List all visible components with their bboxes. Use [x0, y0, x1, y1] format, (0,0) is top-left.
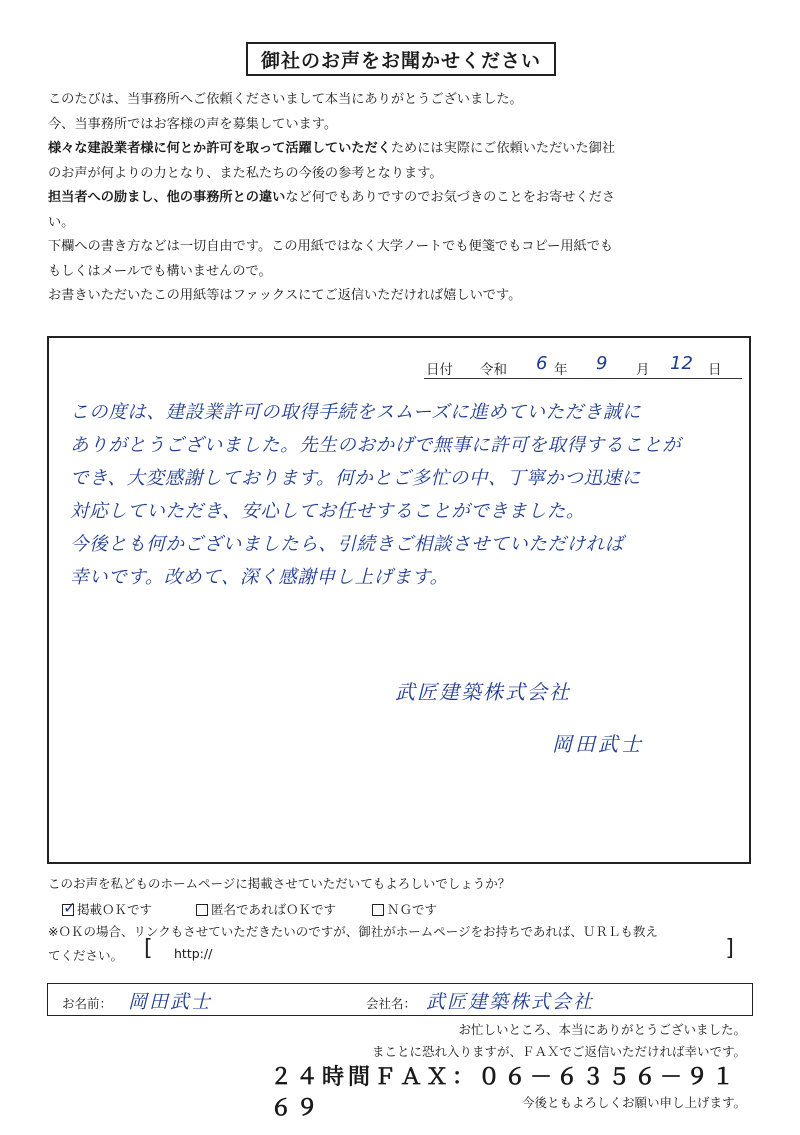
intro-text: [48, 88, 758, 309]
consent-options: [62, 900, 562, 918]
intro-line: お書きいただいたこの用紙等はファックスにてご返信いただければ嬉しいです。: [48, 288, 522, 303]
message-line: 対応していただき、安心してお任せすることができました。: [70, 501, 585, 522]
signature-company: 武匠建築株式会社: [395, 680, 571, 704]
name-label: お名前：: [62, 996, 113, 1011]
intro-text-span: ためには実際にご依頼いただいた御社: [390, 141, 616, 156]
company-label: 会社名：: [366, 996, 417, 1011]
closing-thanks: お忙しいところ、本当にありがとうございました。: [458, 1022, 746, 1037]
date-row: [424, 353, 742, 379]
intro-emphasis: 様々な建設業者様に何とか許可を取って活躍していただく: [48, 141, 391, 156]
handwritten-message: [70, 398, 740, 596]
date-era: 令和: [480, 362, 507, 378]
url-field[interactable]: [144, 938, 734, 966]
intro-line: 今、当事務所ではお客様の声を募集しています。: [48, 116, 338, 132]
url-bracket-right: ]: [725, 936, 734, 961]
intro-line: [48, 137, 758, 162]
date-year-unit: 年: [554, 362, 568, 378]
page-title: 御社のお声をお聞かせください: [246, 42, 556, 76]
date-month-unit: 月: [636, 362, 650, 378]
date-day: 12: [670, 353, 693, 374]
signature-name: 岡田武士: [552, 732, 644, 756]
consent-note: ※ＯＫの場合、リンクもさせていただきたいのですが、御社がホームページをお持ちであれば、ＵＲＬも教え: [48, 924, 658, 939]
message-line: 幸いです。改めて、深く感謝申し上げます。: [70, 567, 449, 588]
intro-line: い。: [48, 214, 75, 230]
intro-line: このたびは、当事務所へご依頼くださいまして本当にありがとうございました。: [48, 92, 523, 107]
check-icon: ✓: [63, 898, 77, 917]
intro-emphasis: 担当者への励まし、他の事務所との違い: [48, 190, 286, 205]
date-month: 9: [596, 353, 608, 374]
consent-anonymous-label: 匿名であればＯＫです: [210, 902, 336, 917]
consent-ng-checkbox[interactable]: [372, 904, 384, 916]
message-line: ありがとうございました。先生のおかげで無事に許可を取得することが: [70, 435, 682, 456]
message-line: 今後とも何かございましたら、引続きご相談させていただければ: [70, 534, 624, 555]
date-year: 6: [536, 353, 548, 374]
date-label: 日付: [426, 362, 453, 378]
consent-ng-label: ＮＧです: [386, 902, 437, 917]
intro-line: 下欄への書き方などは一切自由です。この用紙ではなく大学ノートでも便箋でもコピー用紙でも: [48, 239, 614, 254]
contact-fields: [47, 983, 753, 1016]
intro-line: もしくはメールでも構いませんので。: [48, 263, 272, 279]
url-prefix: http://: [174, 946, 213, 961]
fax-number: ２４時間ＦＡＸ：０６－６３５６－９１６９: [270, 1065, 739, 1121]
consent-ok-label: 掲載ＯＫです: [77, 902, 153, 917]
company-field[interactable]: 武匠建築株式会社: [426, 991, 595, 1013]
message-line: でき、大変感謝しております。何かとご多忙の中、丁寧かつ迅速に: [70, 468, 641, 489]
date-day-unit: 日: [708, 362, 722, 378]
message-line: この度は、建設業許可の取得手続をスムーズに進めていただき誠に: [70, 402, 642, 423]
intro-line: のお声が何よりの力となり、また私たちの今後の参考となります。: [48, 165, 443, 181]
intro-line: [48, 186, 758, 211]
closing-regards: 今後ともよろしくお願い申し上げます。: [521, 1095, 746, 1110]
consent-question: このお声を私どものホームページに掲載させていただいてもよろしいでしょうか？: [48, 876, 511, 891]
closing-request: まことに恐れ入りますが、ＦＡＸでご返信いただければ幸いです。: [371, 1044, 746, 1059]
consent-note: てください。: [48, 948, 124, 963]
url-bracket-left: [: [144, 936, 153, 961]
name-field[interactable]: 岡田武士: [128, 991, 213, 1013]
consent-ok-checkbox[interactable]: [62, 898, 77, 917]
intro-text-span: など何でもありですのでお気づきのことをお寄せくださ: [285, 190, 616, 205]
consent-anonymous-checkbox[interactable]: [196, 904, 208, 916]
